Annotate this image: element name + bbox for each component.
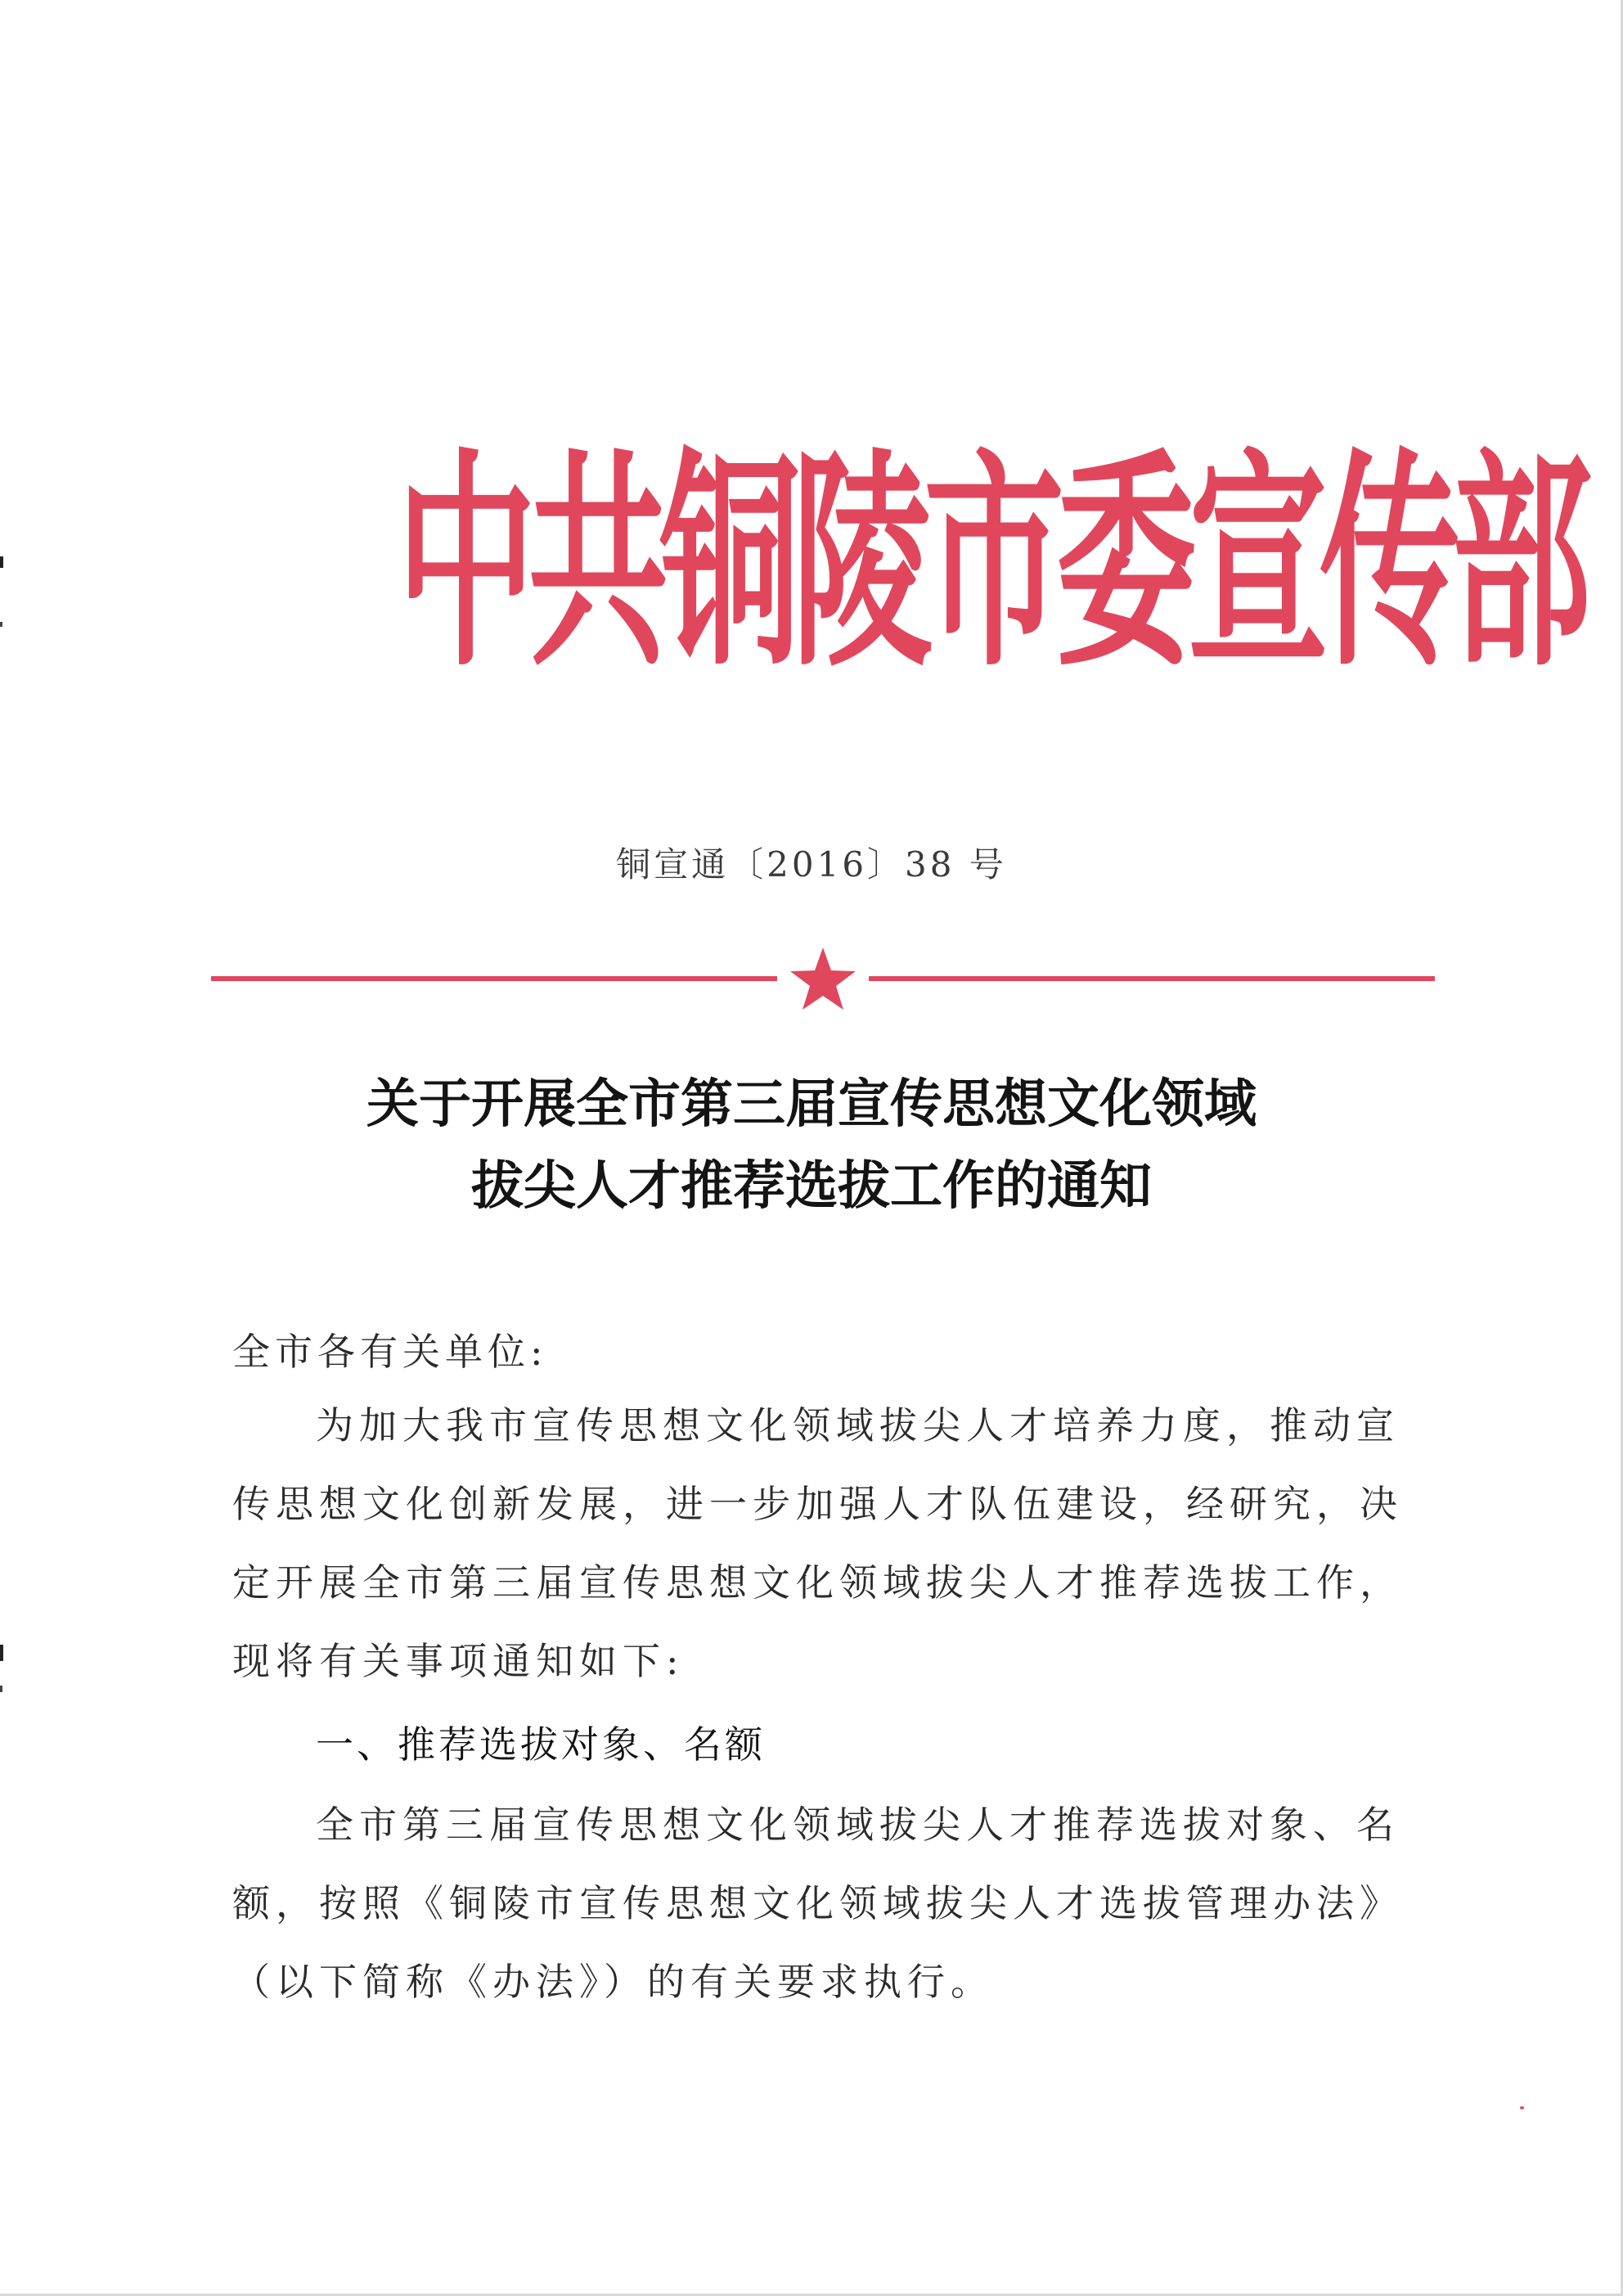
issuing-organization-header: 中共铜陵市委宣传部 bbox=[396, 430, 1584, 698]
paragraph-2-line: （以下简称《办法》）的有关要求执行。 bbox=[232, 1960, 994, 2004]
paragraph-1-line: 现将有关事项通知如下: bbox=[232, 1639, 685, 1683]
paragraph-2-line: 全市第三届宣传思想文化领域拔尖人才推荐选拔对象、名 bbox=[316, 1803, 1400, 1847]
paragraph-1-line: 传思想文化创新发展，进一步加强人才队伍建设，经研究，决 bbox=[232, 1482, 1403, 1526]
paragraph-1-line: 定开展全市第三届宣传思想文化领域拔尖人才推荐选拔工作， bbox=[232, 1560, 1403, 1605]
red-divider bbox=[211, 941, 1435, 1015]
document-title-line-2: 拔尖人才推荐选拔工作的通知 bbox=[471, 1155, 1152, 1217]
paragraph-2-line: 额，按照《铜陵市宣传思想文化领域拔尖人才选拔管理办法》 bbox=[232, 1881, 1403, 1925]
divider-line-right bbox=[869, 976, 1435, 981]
document-number: 铜宣通〔2016〕38 号 bbox=[616, 844, 1007, 885]
paragraph-1-line: 为加大我市宣传思想文化领域拔尖人才培养力度，推动宣 bbox=[316, 1403, 1400, 1447]
salutation: 全市各有关单位: bbox=[232, 1330, 548, 1374]
scan-speck bbox=[1520, 2106, 1524, 2109]
star-icon bbox=[790, 948, 856, 1010]
document-title-line-1: 关于开展全市第三届宣传思想文化领域 bbox=[366, 1074, 1257, 1135]
divider-line-left bbox=[211, 976, 777, 981]
section-heading-1: 一、推荐选拔对象、名额 bbox=[316, 1722, 766, 1767]
